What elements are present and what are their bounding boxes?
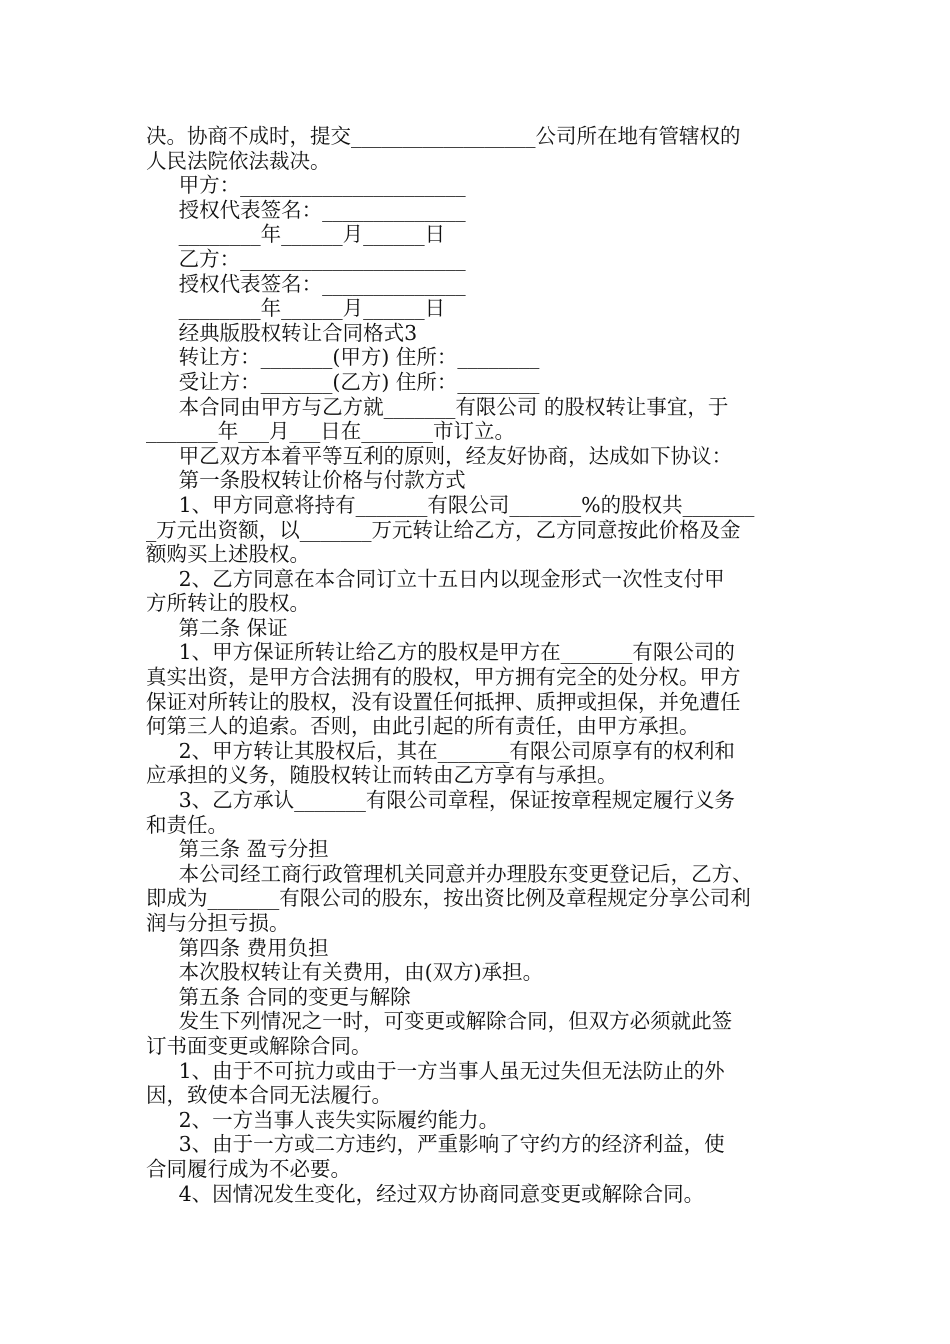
text-line: 乙方：______________________ <box>146 246 466 271</box>
text-line: 第一条股权转让价格与付款方式 <box>146 468 466 493</box>
text-line: 1、由于不可抗力或由于一方当事人虽无过失但无法防止的外 <box>146 1058 725 1083</box>
text-line: 方所转让的股权。 <box>146 591 310 616</box>
text-line: 第二条 保证 <box>146 615 288 640</box>
text-line: 第五条 合同的变更与解除 <box>146 984 411 1009</box>
text-line: 真实出资，是甲方合法拥有的股权，甲方拥有完全的处分权。甲方 <box>146 665 741 690</box>
text-line: 甲乙双方本着平等互利的原则，经友好协商，达成如下协议： <box>146 443 733 468</box>
text-line: 第四条 费用负担 <box>146 935 329 960</box>
text-line: 发生下列情况之一时，可变更或解除合同，但双方必须就此签 <box>146 1009 733 1034</box>
text-line: 订书面变更或解除合同。 <box>146 1033 372 1058</box>
text-line: 2、一方当事人丧失实际履约能力。 <box>146 1107 500 1132</box>
text-line: 人民法院依法裁决。 <box>146 148 331 173</box>
text-line: 授权代表签名：______________ <box>146 271 466 296</box>
text-line: 受让方：_______(乙方) 住所：________ <box>146 369 540 394</box>
text-line: 经典版股权转让合同格式3 <box>146 320 418 345</box>
text-line: 4、因情况发生变化，经过双方协商同意变更或解除合同。 <box>146 1181 705 1206</box>
text-line: 和责任。 <box>146 812 228 837</box>
text-line: 2、甲方转让其股权后，其在_______有限公司原享有的权利和 <box>146 738 735 763</box>
text-line: _______年___月___日在_______市订立。 <box>146 419 515 444</box>
text-line: 因，致使本合同无法履行。 <box>146 1083 392 1108</box>
text-line: 决。协商不成时，提交__________________公司所在地有管辖权的 <box>146 124 741 148</box>
text-line: 合同履行成为不必要。 <box>146 1156 351 1181</box>
text-line: 甲方：______________________ <box>146 173 466 198</box>
text-line: 3、乙方承认_______有限公司章程，保证按章程规定履行义务 <box>146 788 735 813</box>
text-line: 何第三人的追索。否则，由此引起的所有责任，由甲方承担。 <box>146 714 700 739</box>
text-line: 应承担的义务，随股权转让而转由乙方享有与承担。 <box>146 763 618 788</box>
text-line: 转让方：_______(甲方) 住所：________ <box>146 345 540 370</box>
text-line: 本公司经工商行政管理机关同意并办理股东变更登记后，乙方、 <box>146 861 753 886</box>
text-line: 第三条 盈亏分担 <box>146 837 329 862</box>
text-line: 本合同由甲方与乙方就_______有限公司 的股权转让事宜，于 <box>146 394 729 419</box>
text-line: 3、由于一方或二方违约，严重影响了守约方的经济利益，使 <box>146 1132 725 1157</box>
text-line: 授权代表签名：______________ <box>146 197 466 222</box>
text-line: ________年______月______日 <box>146 222 446 247</box>
text-line: 1、甲方保证所转让给乙方的股权是甲方在_______有限公司的 <box>146 640 735 665</box>
text-line: 1、甲方同意将持有_______有限公司_______%的股权共_______ <box>146 492 755 517</box>
text-line: 额购买上述股权。 <box>146 542 310 567</box>
text-line: _万元出资额，以_______万元转让给乙方，乙方同意按此价格及金 <box>146 517 741 542</box>
text-line: ________年______月______日 <box>146 296 446 321</box>
text-line: 本次股权转让有关费用，由(双方)承担。 <box>146 960 544 985</box>
document-body <box>146 124 818 1206</box>
text-line: 2、乙方同意在本合同订立十五日内以现金形式一次性支付甲 <box>146 566 725 591</box>
text-line: 即成为_______有限公司的股东，按出资比例及章程规定分享公司利 <box>146 886 751 911</box>
text-line: 润与分担亏损。 <box>146 911 290 935</box>
text-line: 保证对所转让的股权，没有设置任何抵押、质押或担保，并免遭任 <box>146 689 741 714</box>
